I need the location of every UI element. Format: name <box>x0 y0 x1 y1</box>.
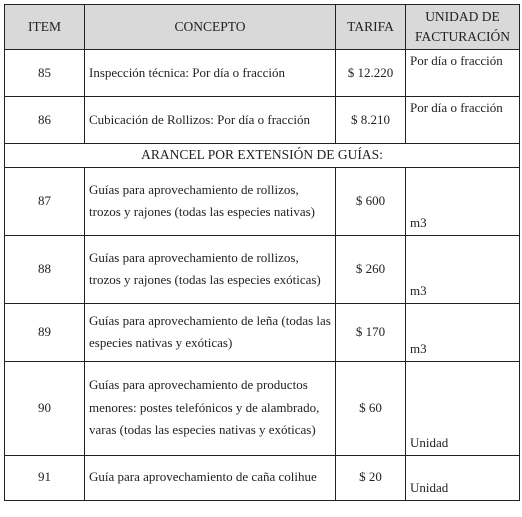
item-cell: 91 <box>5 455 85 500</box>
header-unidad: UNIDAD DE FACTURACIÓN <box>406 5 520 50</box>
tarifa-cell: $ 260 <box>336 235 406 303</box>
section-title: ARANCEL POR EXTENSIÓN DE GUÍAS: <box>5 144 520 168</box>
table-row <box>5 303 520 361</box>
table-row <box>5 361 520 455</box>
header-tarifa: TARIFA <box>336 5 406 50</box>
item-cell: 86 <box>5 97 85 144</box>
tarifa-cell: $ 60 <box>336 361 406 455</box>
tarifa-cell: $ 170 <box>336 303 406 361</box>
concepto-cell: Guías para aprovechamiento de rollizos, trozos y rajones (todas las especies nativas) <box>85 167 336 235</box>
header-item: ITEM <box>5 5 85 50</box>
tarifa-cell: $ 12.220 <box>336 50 406 97</box>
concepto-cell: Inspección técnica: Por día o fracción <box>85 50 336 97</box>
item-cell: 85 <box>5 50 85 97</box>
concepto-cell: Cubicación de Rollizos: Por día o fracción <box>85 97 336 144</box>
tarifa-cell: $ 20 <box>336 455 406 500</box>
concepto-cell: Guía para aprovechamiento de caña colihue <box>85 455 336 500</box>
header-concepto: CONCEPTO <box>85 5 336 50</box>
item-cell: 87 <box>5 167 85 235</box>
unidad-cell: Unidad <box>406 455 520 500</box>
unidad-cell: m3 <box>406 303 520 361</box>
concepto-cell: Guías para aprovechamiento de leña (todas las especies nativas y exóticas) <box>85 303 336 361</box>
concepto-cell: Guías para aprovechamiento de rollizos, trozos y rajones (todas las especies exóticas) <box>85 235 336 303</box>
table-header-row <box>5 5 520 50</box>
concepto-cell: Guías para aprovechamiento de productos menores: postes telefónicos y de alambrado, varas (todas las especies nativas y exóticas) <box>85 361 336 455</box>
unidad-cell: Por día o fracción <box>406 50 520 97</box>
table-row <box>5 235 520 303</box>
item-cell: 89 <box>5 303 85 361</box>
item-cell: 90 <box>5 361 85 455</box>
item-cell: 88 <box>5 235 85 303</box>
unidad-cell: m3 <box>406 167 520 235</box>
section-row <box>5 144 520 168</box>
unidad-cell: Unidad <box>406 361 520 455</box>
table-row <box>5 97 520 144</box>
unidad-cell: Por día o fracción <box>406 97 520 144</box>
table-row <box>5 455 520 500</box>
table-row <box>5 167 520 235</box>
table-row <box>5 50 520 97</box>
tariff-table <box>4 4 520 501</box>
tarifa-cell: $ 8.210 <box>336 97 406 144</box>
unidad-cell: m3 <box>406 235 520 303</box>
tarifa-cell: $ 600 <box>336 167 406 235</box>
